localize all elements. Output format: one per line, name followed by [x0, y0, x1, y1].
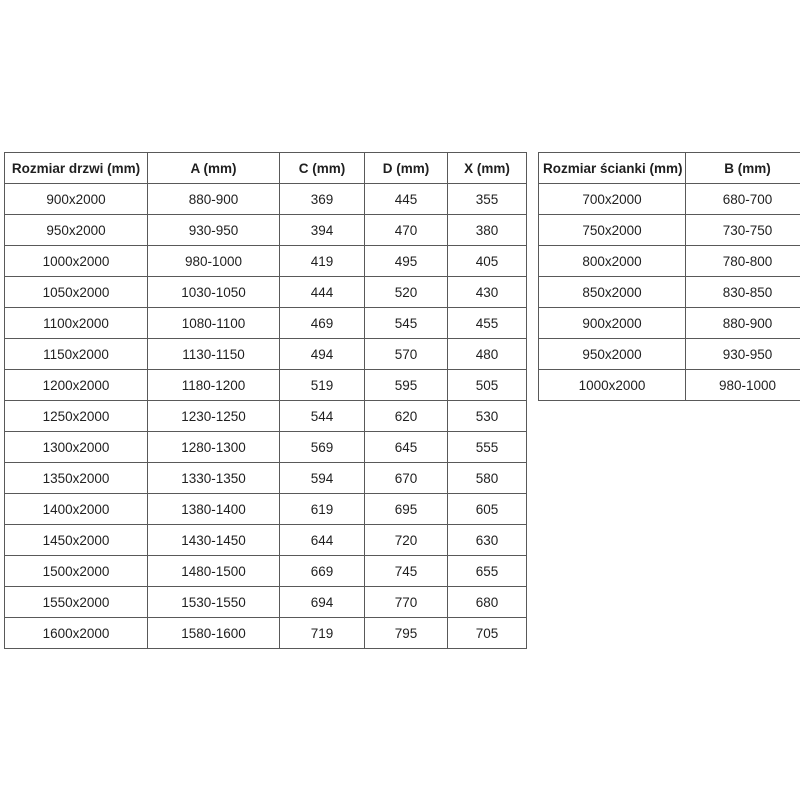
table-cell: 505 — [448, 370, 527, 401]
table-row — [5, 184, 527, 215]
table-cell: 980-1000 — [686, 370, 800, 401]
column-header: A (mm) — [148, 153, 280, 184]
table-cell: 1250x2000 — [5, 401, 148, 432]
table-cell: 1450x2000 — [5, 525, 148, 556]
table-cell: 700x2000 — [539, 184, 686, 215]
table-row — [5, 401, 527, 432]
table-cell: 950x2000 — [5, 215, 148, 246]
table-cell: 530 — [448, 401, 527, 432]
table-cell: 1380-1400 — [148, 494, 280, 525]
table-cell: 900x2000 — [5, 184, 148, 215]
column-header: D (mm) — [365, 153, 448, 184]
table-cell: 495 — [365, 246, 448, 277]
table-cell: 1530-1550 — [148, 587, 280, 618]
table-cell: 619 — [280, 494, 365, 525]
table-cell: 430 — [448, 277, 527, 308]
table-cell: 880-900 — [686, 308, 800, 339]
table-cell: 655 — [448, 556, 527, 587]
table-row — [5, 246, 527, 277]
table-cell: 469 — [280, 308, 365, 339]
table-cell: 1150x2000 — [5, 339, 148, 370]
table-row — [5, 494, 527, 525]
table-cell: 1000x2000 — [539, 370, 686, 401]
table-cell: 1180-1200 — [148, 370, 280, 401]
table-cell: 669 — [280, 556, 365, 587]
table-cell: 780-800 — [686, 246, 800, 277]
table-cell: 770 — [365, 587, 448, 618]
table-cell: 455 — [448, 308, 527, 339]
table-cell: 950x2000 — [539, 339, 686, 370]
table-cell: 900x2000 — [539, 308, 686, 339]
table-cell: 680 — [448, 587, 527, 618]
table-cell: 644 — [280, 525, 365, 556]
table-cell: 480 — [448, 339, 527, 370]
table-row — [5, 277, 527, 308]
table-cell: 1580-1600 — [148, 618, 280, 649]
table-row — [5, 556, 527, 587]
table-cell: 1550x2000 — [5, 587, 148, 618]
table-row — [5, 618, 527, 649]
table-cell: 444 — [280, 277, 365, 308]
table-cell: 1200x2000 — [5, 370, 148, 401]
table-row — [539, 370, 800, 401]
table-row — [539, 308, 800, 339]
table-row — [5, 525, 527, 556]
table-cell: 930-950 — [686, 339, 800, 370]
table-cell: 720 — [365, 525, 448, 556]
table-cell: 1030-1050 — [148, 277, 280, 308]
table-cell: 795 — [365, 618, 448, 649]
table-cell: 580 — [448, 463, 527, 494]
table-row — [539, 215, 800, 246]
table-row — [539, 246, 800, 277]
table-cell: 519 — [280, 370, 365, 401]
table-cell: 470 — [365, 215, 448, 246]
table-row — [539, 277, 800, 308]
table-cell: 880-900 — [148, 184, 280, 215]
table-cell: 1500x2000 — [5, 556, 148, 587]
table-cell: 605 — [448, 494, 527, 525]
column-header: X (mm) — [448, 153, 527, 184]
column-header: C (mm) — [280, 153, 365, 184]
table-cell: 369 — [280, 184, 365, 215]
table-row — [5, 308, 527, 339]
table-cell: 419 — [280, 246, 365, 277]
table-cell: 705 — [448, 618, 527, 649]
header-row — [5, 153, 527, 184]
wall-size-table — [538, 152, 800, 401]
table-row — [5, 215, 527, 246]
table-cell: 595 — [365, 370, 448, 401]
table-row — [539, 339, 800, 370]
table-cell: 630 — [448, 525, 527, 556]
table-cell: 1230-1250 — [148, 401, 280, 432]
table-row — [5, 432, 527, 463]
table-cell: 1080-1100 — [148, 308, 280, 339]
door-size-table — [4, 152, 527, 649]
table-cell: 670 — [365, 463, 448, 494]
table-cell: 394 — [280, 215, 365, 246]
table-cell: 494 — [280, 339, 365, 370]
table-cell: 850x2000 — [539, 277, 686, 308]
table-cell: 830-850 — [686, 277, 800, 308]
table-cell: 800x2000 — [539, 246, 686, 277]
table-row — [539, 184, 800, 215]
column-header: B (mm) — [686, 153, 800, 184]
table-cell: 695 — [365, 494, 448, 525]
table-cell: 1430-1450 — [148, 525, 280, 556]
table-cell: 1480-1500 — [148, 556, 280, 587]
table-cell: 520 — [365, 277, 448, 308]
table-cell: 694 — [280, 587, 365, 618]
table-cell: 1330-1350 — [148, 463, 280, 494]
header-row — [539, 153, 800, 184]
table-cell: 719 — [280, 618, 365, 649]
table-cell: 645 — [365, 432, 448, 463]
table-cell: 555 — [448, 432, 527, 463]
column-header: Rozmiar drzwi (mm) — [5, 153, 148, 184]
table-cell: 745 — [365, 556, 448, 587]
table-cell: 1350x2000 — [5, 463, 148, 494]
column-header: Rozmiar ścianki (mm) — [539, 153, 686, 184]
table-cell: 1280-1300 — [148, 432, 280, 463]
table-cell: 570 — [365, 339, 448, 370]
table-cell: 1130-1150 — [148, 339, 280, 370]
table-cell: 445 — [365, 184, 448, 215]
table-cell: 544 — [280, 401, 365, 432]
table-row — [5, 587, 527, 618]
table-cell: 1600x2000 — [5, 618, 148, 649]
table-cell: 1400x2000 — [5, 494, 148, 525]
table-row — [5, 463, 527, 494]
table-cell: 1300x2000 — [5, 432, 148, 463]
table-cell: 594 — [280, 463, 365, 494]
table-cell: 730-750 — [686, 215, 800, 246]
table-cell: 930-950 — [148, 215, 280, 246]
table-cell: 380 — [448, 215, 527, 246]
table-cell: 1000x2000 — [5, 246, 148, 277]
table-cell: 405 — [448, 246, 527, 277]
table-row — [5, 370, 527, 401]
table-cell: 355 — [448, 184, 527, 215]
table-row — [5, 339, 527, 370]
table-cell: 1050x2000 — [5, 277, 148, 308]
table-cell: 1100x2000 — [5, 308, 148, 339]
table-cell: 980-1000 — [148, 246, 280, 277]
table-cell: 569 — [280, 432, 365, 463]
table-cell: 620 — [365, 401, 448, 432]
table-cell: 750x2000 — [539, 215, 686, 246]
table-cell: 545 — [365, 308, 448, 339]
table-cell: 680-700 — [686, 184, 800, 215]
